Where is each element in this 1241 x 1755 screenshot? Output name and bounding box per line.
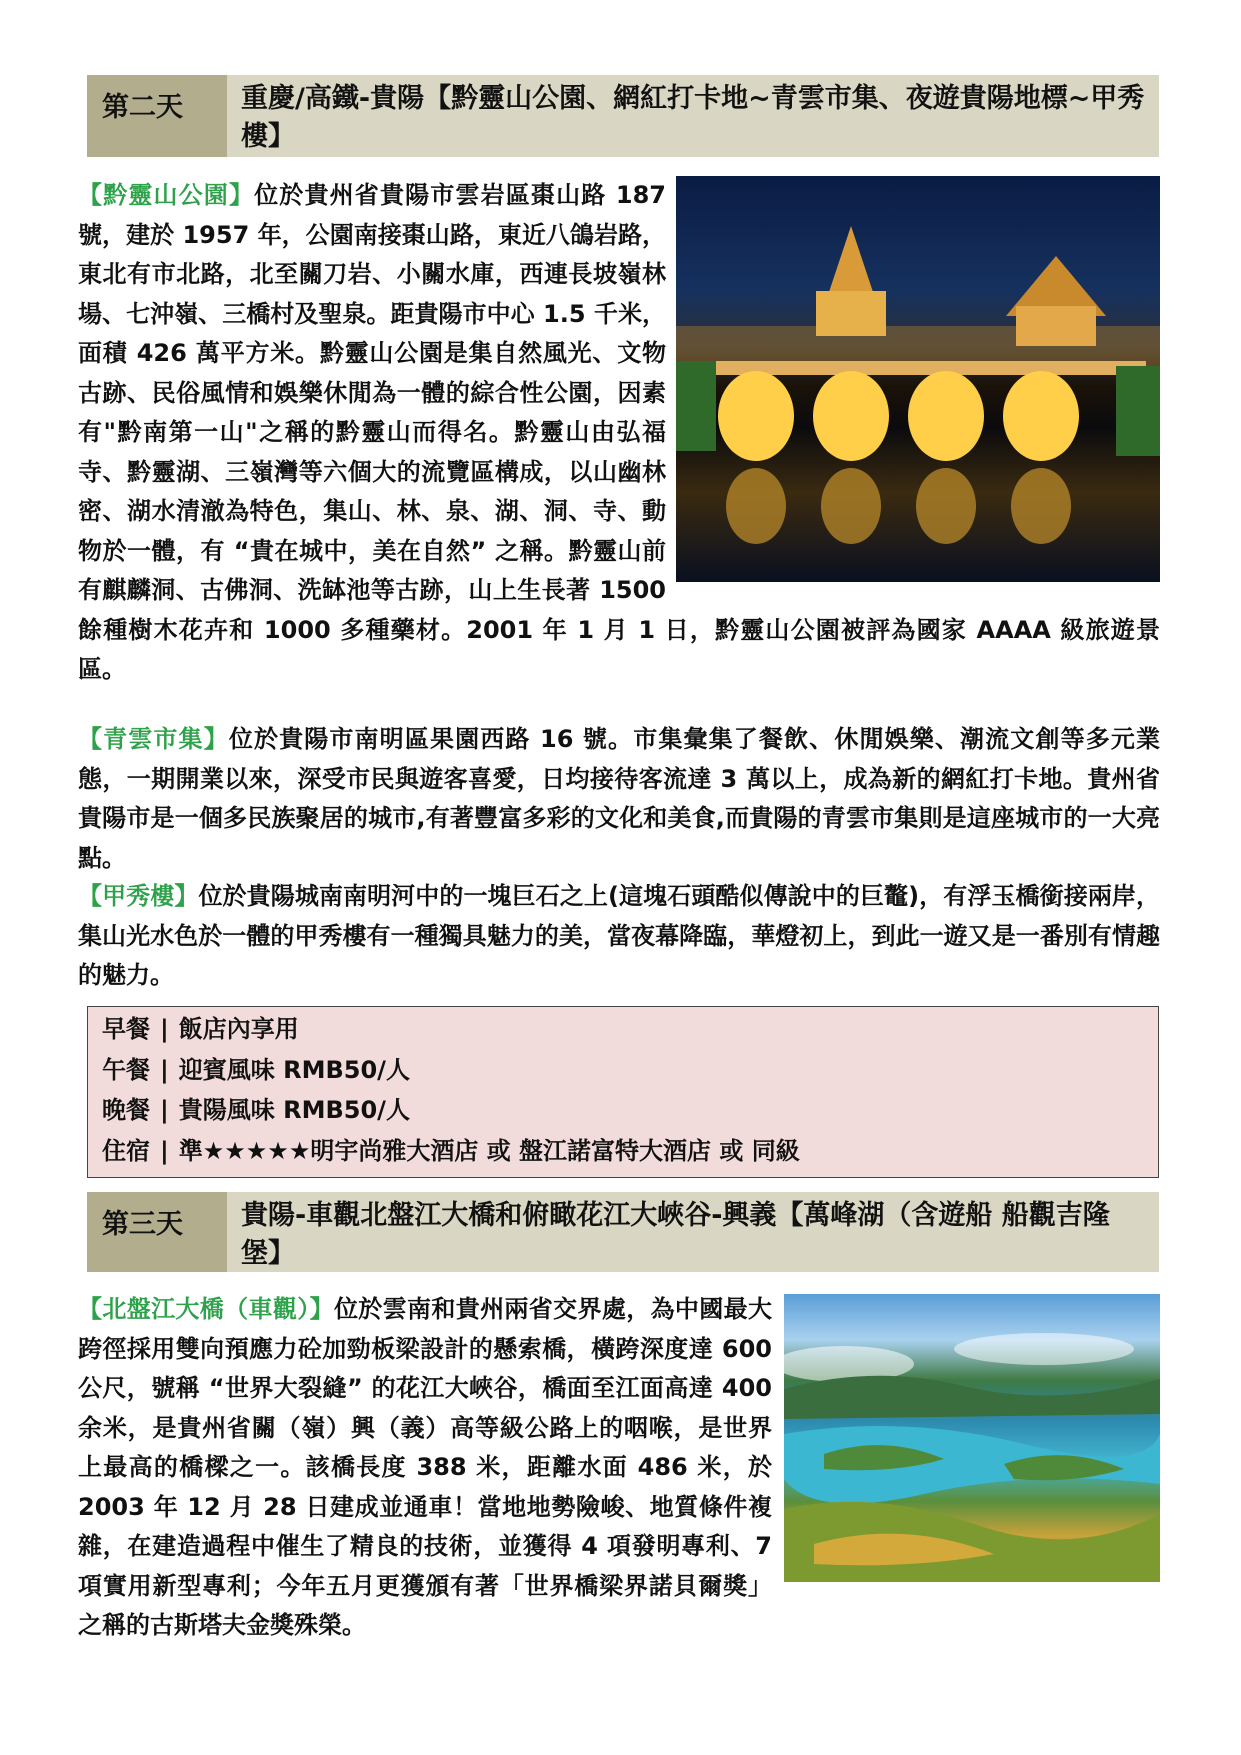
- qingyun-text: 位於貴陽市南明區果園西路 16 號。市集彙集了餐飲、休閒娛樂、潮流文創等多元業態，一期開業以來，深受市民與遊客喜愛，日均接待客流達 3 萬以上，成為新的網紅打卡地。貴州省貴陽市是一個多民族聚居的城市,有著豐富多彩的文化和美食,而貴陽的青雲市集則是這座城市的一大亮點。: [78, 725, 1160, 872]
- day3-title: 貴陽-車觀北盤江大橋和俯瞰花江大峽谷-興義【萬峰湖（含遊船 船觀吉隆堡】: [241, 1200, 1110, 1269]
- meal-row-dinner: [102, 1090, 1158, 1131]
- jiaxiu-text: 位於貴陽城南南明河中的一塊巨石之上(這塊石頭酷似傳說中的巨鼇)，有浮玉橋銜接兩岸，集山光水色於一體的甲秀樓有一種獨具魅力的美，當夜幕降臨，華燈初上，到此一遊又是一番別有情趣的魅力。: [78, 882, 1160, 989]
- meal-label: 晚餐: [102, 1096, 150, 1124]
- qingyun-name: 【青雲市集】: [78, 725, 229, 753]
- meal-separator: |: [160, 1096, 169, 1124]
- meal-label: 午餐: [102, 1055, 150, 1084]
- meal-label: 早餐: [102, 1015, 150, 1043]
- meal-row-lunch: [102, 1050, 1158, 1091]
- qianling-paragraph: [78, 176, 1160, 690]
- meal-separator: |: [160, 1055, 169, 1084]
- day2-title: 重慶/高鐵-貴陽【黔靈山公園、網紅打卡地~青雲市集、夜遊貴陽地標~甲秀樓】: [241, 83, 1145, 152]
- jiaxiu-paragraph: [78, 877, 1160, 996]
- meal-separator: |: [160, 1015, 169, 1043]
- meal-row-lodging: [102, 1131, 1158, 1172]
- wanfeng-lake-photo: [784, 1294, 1160, 1582]
- day3-header: [87, 1192, 1159, 1272]
- beipan-paragraph: [78, 1290, 1160, 1646]
- meal-value: 迎賓風味 RMB50/人: [178, 1055, 410, 1084]
- meal-box: [87, 1006, 1159, 1178]
- jiaxiu-name: 【甲秀樓】: [78, 882, 199, 910]
- day2-header: [87, 75, 1159, 157]
- meal-label: 住宿: [102, 1136, 150, 1165]
- day2-label: 第二天: [87, 75, 227, 157]
- qianling-text: 位於貴州省貴陽市雲岩區棗山路 187 號，建於 1957 年，公園南接棗山路，東近八鴿岩路，東北有市北路，北至關刀岩、小關水庫，西連長坡嶺林場、七沖嶺、三橋村及聖泉。距貴陽市中心 1.5 千米，面積 426 萬平方米。黔靈山公園是集自然風光、文物古跡、民俗風情和娛樂休閒為一體的綜合性公園，因素有"黔南第一山"之稱的黔靈山而得名。黔靈山由弘福寺、黔靈湖、三嶺灣等六個大的流覽區構成，以山幽林密、湖水清澈為特色，集山、林、泉、湖、洞、寺、動物於一體，有 “貴在城中，美在自然” 之稱。黔靈山前有麒麟洞、古佛洞、洗缽池等古跡，山上生長著 1500 餘種樹木花卉和 1000 多種藥材。2001 年 1 月 1 日，黔靈山公園被評為國家 AAAA 級旅遊景區。: [78, 181, 1160, 683]
- qianling-night-photo: [676, 176, 1160, 582]
- meal-value: 準★★★★★明宇尚雅大酒店 或 盤江諾富特大酒店 或 同級: [178, 1136, 800, 1165]
- beipan-text: 位於雲南和貴州兩省交界處，為中國最大跨徑採用雙向預應力砼加勁板梁設計的懸索橋，橫跨深度達 600 公尺，號稱 “世界大裂縫” 的花江大峽谷，橋面至江面高達 400 余米，是貴州省關（嶺）興（義）高等級公路上的咽喉，是世界上最高的橋樑之一。該橋長度 388 米，距離水面 486 米，於 2003 年 12 月 28 日建成並通車！當地地勢險峻、地質條件複雜，在建造過程中催生了精良的技術，並獲得 4 項發明專利、7 項實用新型專利；今年五月更獲頒有著「世界橋梁界諾貝爾獎」之稱的古斯塔夫金獎殊榮。: [78, 1295, 773, 1639]
- qingyun-paragraph: [78, 720, 1160, 878]
- qianling-name: 【黔靈山公園】: [78, 181, 255, 209]
- meal-row-breakfast: [102, 1009, 1158, 1050]
- meal-separator: |: [160, 1136, 169, 1165]
- meal-value: 飯店內享用: [178, 1015, 299, 1043]
- meal-value: 貴陽風味 RMB50/人: [178, 1096, 410, 1124]
- beipan-name: 【北盤江大橋（車觀）】: [78, 1295, 334, 1323]
- day3-label: 第三天: [87, 1192, 227, 1272]
